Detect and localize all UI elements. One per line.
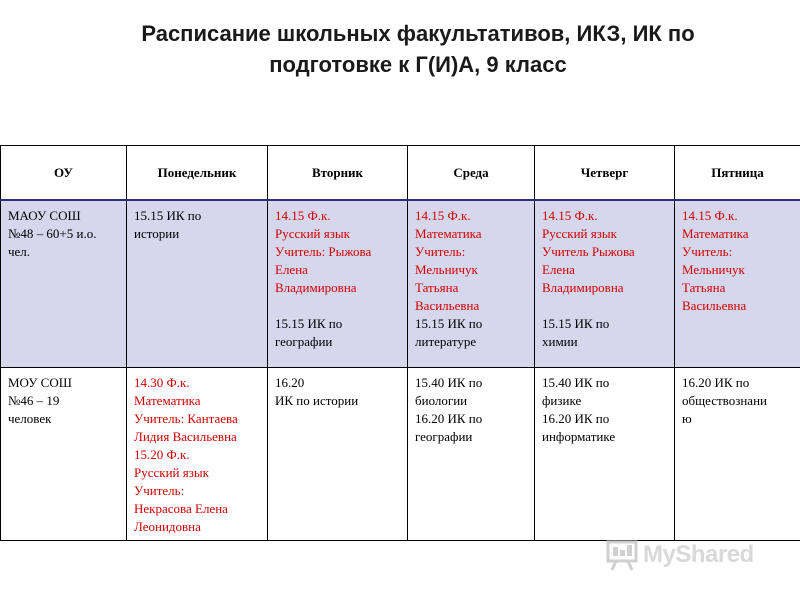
table-row	[1, 200, 800, 368]
thursday-cell	[535, 200, 675, 368]
school-name: МАОУ СОШ №48 – 60+5 и.о. чел.	[8, 208, 97, 259]
elective-entry: 14.15 Ф.к. Математика Учитель: Мельничук Татьяна Васильевна	[682, 208, 749, 313]
consultation-entry: 15.15 ИК по химии	[542, 316, 610, 349]
school-cell	[1, 200, 127, 368]
consultation-entry: 15.15 ИК по литературе	[415, 316, 483, 349]
schedule-table	[0, 145, 800, 541]
wednesday-cell	[408, 200, 535, 368]
table-row	[1, 368, 800, 541]
elective-entry: 14.15 Ф.к. Русский язык Учитель Рыжова Елена Владимировна	[542, 208, 635, 295]
column-header-monday: Понедельник	[127, 146, 268, 201]
presentation-board-icon	[605, 538, 639, 572]
elective-entry: 14.15 Ф.к. Математика Учитель: Мельничук Татьяна Васильевна	[415, 208, 482, 313]
column-header-friday: Пятница	[675, 146, 800, 201]
column-header-school: ОУ	[1, 146, 127, 201]
friday-cell	[675, 200, 800, 368]
elective-entry: 14.30 Ф.к. Математика Учитель: Кантаева Лидия Васильевна 15.20 Ф.к. Русский язык Учитель: Некрасова Елена Леонидовна	[134, 375, 238, 534]
consultation-entry: 16.20 ИК по истории	[275, 375, 359, 408]
page-title-line-2: подготовке к Г(И)А, 9 класс	[269, 52, 567, 77]
friday-cell	[675, 368, 800, 541]
monday-cell	[127, 200, 268, 368]
watermark	[605, 538, 754, 572]
school-cell	[1, 368, 127, 541]
watermark-text: MyShared	[643, 541, 754, 568]
consultation-entry: 15.15 ИК по географии	[275, 316, 343, 349]
tuesday-cell	[268, 200, 408, 368]
monday-cell	[127, 368, 268, 541]
column-header-wednesday: Среда	[408, 146, 535, 201]
consultation-entry: 16.20 ИК по обществознани ю	[682, 375, 767, 426]
thursday-cell	[535, 368, 675, 541]
school-name: МОУ СОШ №46 – 19 человек	[8, 375, 72, 426]
wednesday-cell	[408, 368, 535, 541]
consultation-entry: 15.40 ИК по биологии 16.20 ИК по географии	[415, 375, 483, 444]
page-title	[0, 18, 800, 80]
tuesday-cell	[268, 368, 408, 541]
column-header-tuesday: Вторник	[268, 146, 408, 201]
page-title-line-1: Расписание школьных факультативов, ИКЗ, ИК по	[141, 21, 695, 46]
elective-entry: 14.15 Ф.к. Русский язык Учитель: Рыжова Елена Владимировна	[275, 208, 372, 295]
table-header-row	[1, 146, 800, 201]
consultation-entry: 15.40 ИК по физике 16.20 ИК по информатике	[542, 375, 616, 444]
consultation-entry: 15.15 ИК по истории	[134, 208, 202, 241]
column-header-thursday: Четверг	[535, 146, 675, 201]
